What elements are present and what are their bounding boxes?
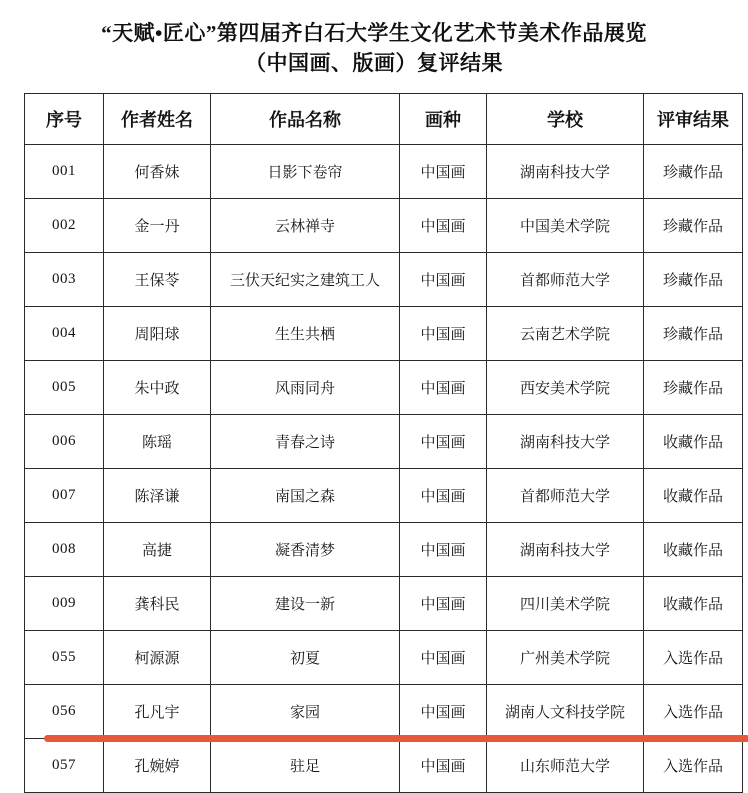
- table-row: [25, 198, 743, 252]
- cell-no: 056: [25, 684, 104, 738]
- table-row: [25, 630, 743, 684]
- cell-result: 收藏作品: [644, 522, 743, 576]
- cell-author: 王保苓: [104, 252, 211, 306]
- cell-author: 朱中政: [104, 360, 211, 414]
- cell-no: 003: [25, 252, 104, 306]
- column-header-result: 评审结果: [644, 93, 743, 144]
- cell-work: 凝香清梦: [211, 522, 400, 576]
- table-row: [25, 684, 743, 738]
- cell-no: 004: [25, 306, 104, 360]
- cell-type: 中国画: [400, 360, 487, 414]
- cell-result: 珍藏作品: [644, 198, 743, 252]
- column-header-work: 作品名称: [211, 93, 400, 144]
- column-header-school: 学校: [487, 93, 644, 144]
- cell-work: 初夏: [211, 630, 400, 684]
- cell-result: 珍藏作品: [644, 144, 743, 198]
- cell-no: 009: [25, 576, 104, 630]
- cell-result: 入选作品: [644, 630, 743, 684]
- cell-no: 002: [25, 198, 104, 252]
- cell-result: 珍藏作品: [644, 360, 743, 414]
- cell-school: 西安美术学院: [487, 360, 644, 414]
- table-body: [25, 144, 743, 792]
- table-row: [25, 576, 743, 630]
- cell-work: 生生共栖: [211, 306, 400, 360]
- cell-result: 入选作品: [644, 738, 743, 792]
- table-row: [25, 738, 743, 792]
- cell-type: 中国画: [400, 522, 487, 576]
- cell-no: 008: [25, 522, 104, 576]
- cell-work: 云林禅寺: [211, 198, 400, 252]
- cell-author: 孔凡宇: [104, 684, 211, 738]
- cell-result: 收藏作品: [644, 576, 743, 630]
- cell-no: 007: [25, 468, 104, 522]
- cell-type: 中国画: [400, 630, 487, 684]
- cell-type: 中国画: [400, 738, 487, 792]
- cell-work: 青春之诗: [211, 414, 400, 468]
- table-row: [25, 522, 743, 576]
- cell-school: 云南艺术学院: [487, 306, 644, 360]
- cell-result: 收藏作品: [644, 468, 743, 522]
- cell-type: 中国画: [400, 468, 487, 522]
- cell-author: 陈瑶: [104, 414, 211, 468]
- cell-type: 中国画: [400, 684, 487, 738]
- row-highlight-marker: [44, 735, 748, 742]
- cell-work: 风雨同舟: [211, 360, 400, 414]
- table-row: [25, 306, 743, 360]
- cell-no: 057: [25, 738, 104, 792]
- cell-author: 何香妹: [104, 144, 211, 198]
- cell-no: 001: [25, 144, 104, 198]
- cell-type: 中国画: [400, 144, 487, 198]
- cell-author: 龚科民: [104, 576, 211, 630]
- title-line-2: （中国画、版画）复评结果: [245, 51, 503, 76]
- cell-author: 陈泽谦: [104, 468, 211, 522]
- cell-school: 广州美术学院: [487, 630, 644, 684]
- cell-work: 建设一新: [211, 576, 400, 630]
- table-row: [25, 360, 743, 414]
- cell-result: 珍藏作品: [644, 306, 743, 360]
- cell-school: 四川美术学院: [487, 576, 644, 630]
- cell-school: 湖南科技大学: [487, 414, 644, 468]
- cell-work: 南国之森: [211, 468, 400, 522]
- cell-result: 入选作品: [644, 684, 743, 738]
- cell-school: 湖南科技大学: [487, 144, 644, 198]
- column-header-author: 作者姓名: [104, 93, 211, 144]
- table-row: [25, 468, 743, 522]
- cell-type: 中国画: [400, 306, 487, 360]
- cell-no: 005: [25, 360, 104, 414]
- cell-type: 中国画: [400, 198, 487, 252]
- cell-result: 珍藏作品: [644, 252, 743, 306]
- cell-school: 首都师范大学: [487, 468, 644, 522]
- cell-author: 金一丹: [104, 198, 211, 252]
- cell-no: 055: [25, 630, 104, 684]
- column-header-type: 画种: [400, 93, 487, 144]
- cell-no: 006: [25, 414, 104, 468]
- cell-work: 日影下卷帘: [211, 144, 400, 198]
- table-row: [25, 252, 743, 306]
- cell-school: 首都师范大学: [487, 252, 644, 306]
- results-table-wrapper: [24, 93, 729, 793]
- cell-type: 中国画: [400, 414, 487, 468]
- cell-school: 中国美术学院: [487, 198, 644, 252]
- results-table: [24, 93, 743, 793]
- table-row: [25, 414, 743, 468]
- cell-author: 柯源源: [104, 630, 211, 684]
- table-head: [25, 93, 743, 144]
- title-line-1: “天赋•匠心”第四届齐白石大学生文化艺术节美术作品展览: [101, 21, 647, 45]
- cell-work: 驻足: [211, 738, 400, 792]
- cell-author: 周阳球: [104, 306, 211, 360]
- cell-work: 三伏天纪实之建筑工人: [211, 252, 400, 306]
- document-title: [0, 0, 748, 79]
- cell-result: 收藏作品: [644, 414, 743, 468]
- cell-school: 湖南科技大学: [487, 522, 644, 576]
- cell-author: 高捷: [104, 522, 211, 576]
- cell-school: 山东师范大学: [487, 738, 644, 792]
- cell-type: 中国画: [400, 576, 487, 630]
- cell-type: 中国画: [400, 252, 487, 306]
- cell-work: 家园: [211, 684, 400, 738]
- table-row: [25, 144, 743, 198]
- cell-school: 湖南人文科技学院: [487, 684, 644, 738]
- cell-author: 孔婉婷: [104, 738, 211, 792]
- table-header-row: [25, 93, 743, 144]
- column-header-no: 序号: [25, 93, 104, 144]
